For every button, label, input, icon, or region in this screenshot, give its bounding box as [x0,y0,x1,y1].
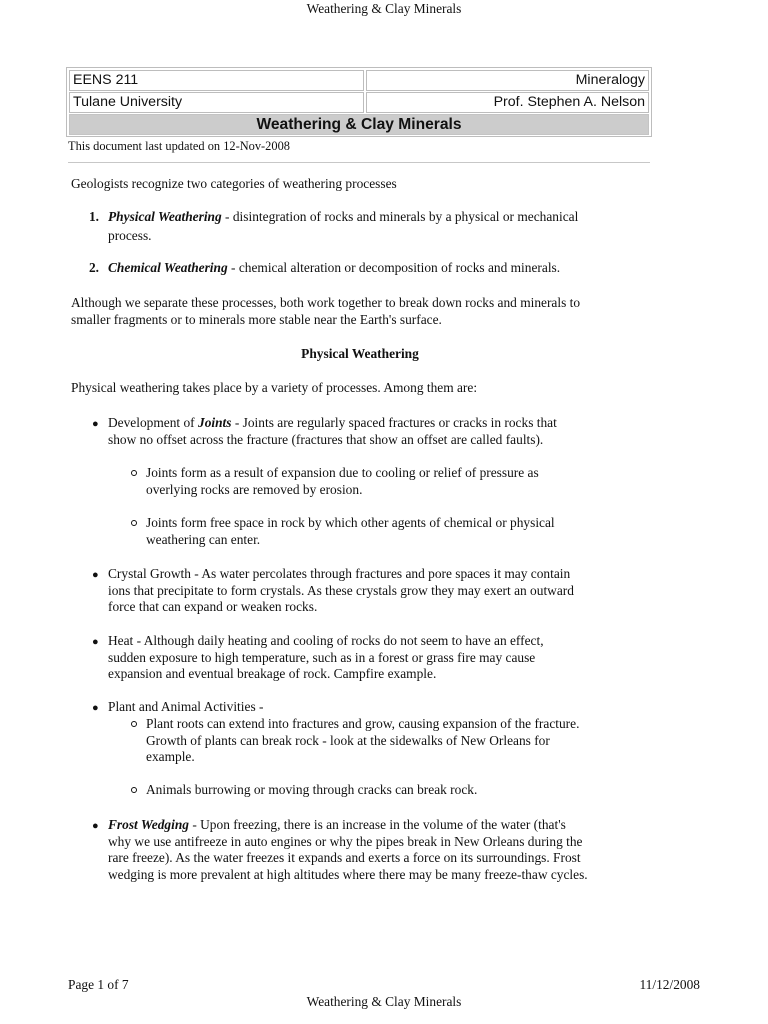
text: - Upon freezing, there is an increase in the volume of the water (that's [188,817,566,832]
running-title: Weathering & Clay Minerals [306,1,462,16]
document-title: Weathering & Clay Minerals [69,114,649,135]
bullet-line [108,415,557,432]
sub-bullet-line: weathering can enter. [146,532,261,547]
section-heading: Physical Weathering [301,346,419,361]
definition-continued: process. [108,228,152,243]
bullet-icon: ● [92,636,99,648]
definition: - chemical alteration or decomposition of rocks and minerals. [227,260,561,275]
university-name: Tulane University [69,92,364,113]
bullet-line: sudden exposure to high temperature, such as in a forest or grass fire may cause [108,650,536,665]
text: Development of [108,415,198,430]
bullet-icon: ● [92,702,99,714]
list-item-line [108,260,560,277]
circle-bullet-icon [131,520,137,526]
text: - Joints are regularly spaced fractures or cracks in rocks that [231,415,557,430]
header-table [66,67,652,137]
list-item [71,260,656,280]
list-number: 1. [88,209,99,224]
sub-bullet-line: Joints form as a result of expansion due to cooling or relief of pressure as [146,465,539,480]
term: Joints [198,415,232,430]
definition: - disintegration of rocks and minerals by a physical or mechanical [221,209,579,224]
divider [68,162,650,163]
bullet-line: wedging is more prevalent at high altitudes where there may be many freeze-thaw cycles. [108,867,588,882]
circle-bullet-icon [131,787,137,793]
list-item [71,209,656,249]
bullet-line: Heat - Although daily heating and cooling of rocks do not seem to have an effect, [108,633,544,648]
bullet-line: Plant and Animal Activities - [108,699,264,714]
intro-paragraph: Geologists recognize two categories of weathering processes [71,176,397,191]
professor-name: Prof. Stephen A. Nelson [366,92,649,113]
section-intro: Physical weathering takes place by a variety of processes. Among them are: [71,380,478,395]
bullet-icon: ● [92,569,99,581]
bullet-line: Crystal Growth - As water percolates through fractures and pore spaces it may contain [108,566,571,581]
bullet-line: show no offset across the fracture (fractures that show an offset are called faults). [108,432,544,447]
last-updated-note: This document last updated on 12-Nov-2008 [68,139,290,153]
bullet-line: why we use antifreeze in auto engines or why the pipes break in New Orleans during the [108,834,583,849]
bullet-line: ions that precipitate to form crystals. As these crystals grow they may exert an outward [108,583,574,598]
footer-title: Weathering & Clay Minerals [306,994,462,1009]
bullet-icon: ● [92,418,99,430]
sub-bullet-line: Animals burrowing or moving through cracks can break rock. [146,782,478,797]
page-number: Page 1 of 7 [68,977,129,992]
sub-bullet-line: overlying rocks are removed by erosion. [146,482,363,497]
term: Frost Wedging [108,817,189,832]
course-code: EENS 211 [69,70,364,91]
bullet-icon: ● [92,820,99,832]
bullet-line [108,817,566,834]
sub-bullet-line: Joints form free space in rock by which other agents of chemical or physical [146,515,555,530]
paragraph-line: smaller fragments or to minerals more stable near the Earth's surface. [71,312,442,327]
list-number: 2. [88,260,99,275]
sub-bullet-line: Plant roots can extend into fractures and grow, causing expansion of the fracture. [146,716,580,731]
bullet-line: force that can expand or weaken rocks. [108,599,318,614]
bullet-line: rare freeze). As the water freezes it expands and exerts a force on its surroundings. Frost [108,850,581,865]
sub-bullet-line: example. [146,749,195,764]
circle-bullet-icon [131,470,137,476]
print-date: 11/12/2008 [639,977,700,992]
course-subject: Mineralogy [366,70,649,91]
circle-bullet-icon [131,721,137,727]
term: Physical Weathering [108,209,222,224]
bullet-line: expansion and eventual breakage of rock. Campfire example. [108,666,437,681]
term: Chemical Weathering [108,260,228,275]
list-item-line [108,209,578,226]
paragraph-line: Although we separate these processes, both work together to break down rocks and minerals to [71,295,581,310]
sub-bullet-line: Growth of plants can break rock - look at the sidewalks of New Orleans for [146,733,550,748]
